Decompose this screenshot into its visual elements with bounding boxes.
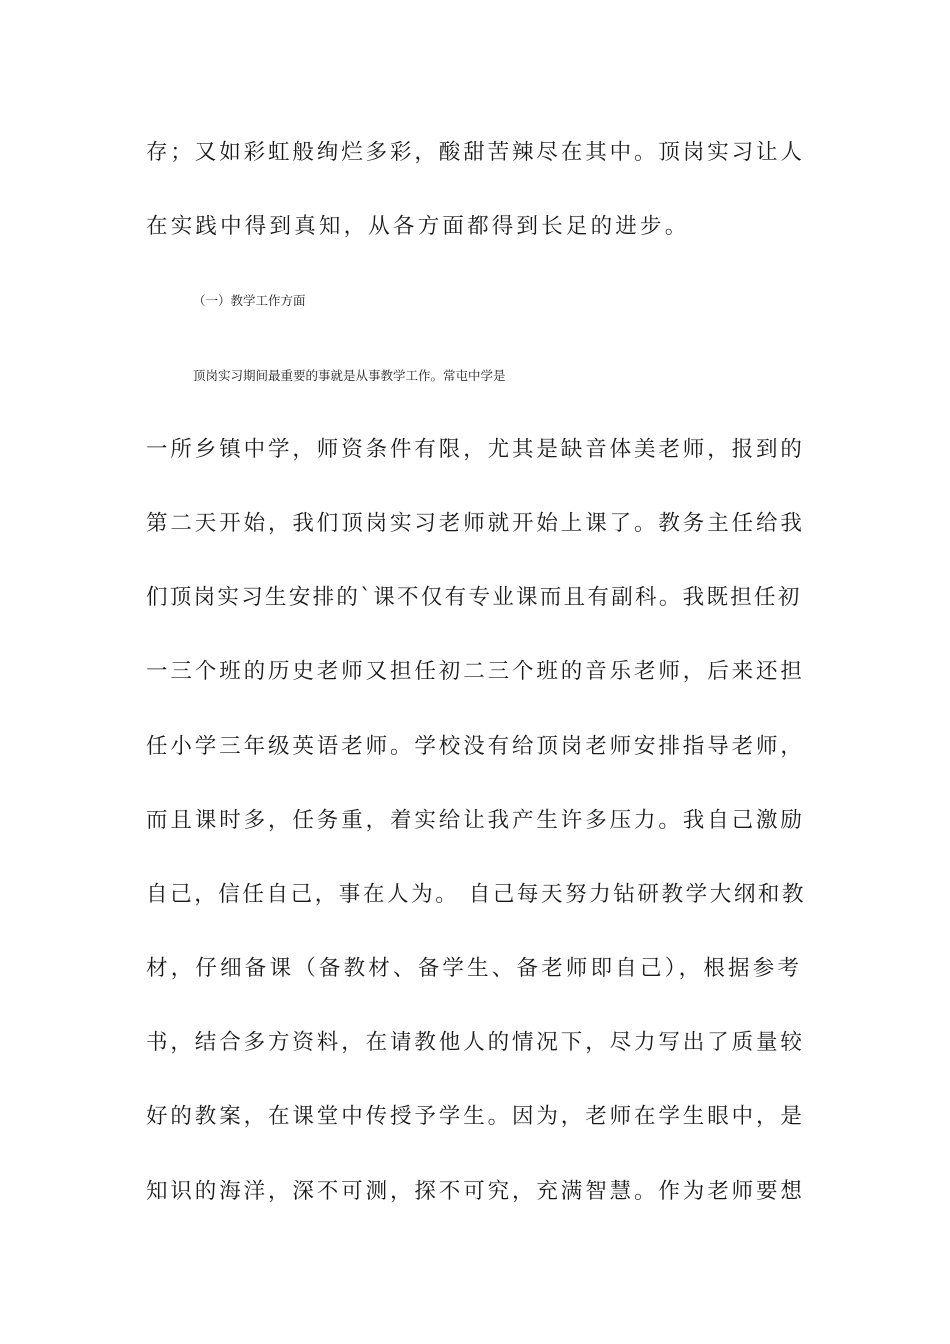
- section-heading: （一）教学工作方面: [193, 293, 306, 308]
- text-line-7: 们顶岗实习生安排的`课不仅有专业课而且有副科。我既担任初: [146, 585, 802, 610]
- text-line-9: 任小学三年级英语老师。学校没有给顶岗老师安排指导老师，: [146, 734, 805, 759]
- text-line-15: 知识的海洋，深不可测，探不可究，充满智慧。作为老师要想: [146, 1179, 805, 1204]
- text-line-10: 而且课时多，任务重，着实给让我产生许多压力。我自己激励: [146, 808, 805, 833]
- text-line-6: 第二天开始，我们顶岗实习老师就开始上课了。教务主任给我: [146, 511, 805, 536]
- text-line-12: 材，仔细备课（备教材、备学生、备老师即自己），根据参考: [146, 956, 803, 981]
- text-line-2: 在实践中得到真知，从各方面都得到长足的进步。: [146, 214, 690, 239]
- text-line-5: 一所乡镇中学，师资条件有限，尤其是缺音体美老师，报到的: [146, 437, 805, 462]
- text-line-11: 自己，信任自己，事在人为。 自己每天努力钻研教学大纲和教: [146, 882, 807, 907]
- text-line-8: 一三个班的历史老师又担任初二三个班的音乐老师，后来还担: [146, 659, 805, 684]
- text-line-1: 存；又如彩虹般绚烂多彩，酸甜苦辣尽在其中。顶岗实习让人: [146, 140, 805, 165]
- text-line-13: 书，结合多方资料，在请教他人的情况下，尽力写出了质量较: [146, 1030, 805, 1055]
- text-line-14: 好的教案，在课堂中传授予学生。因为，老师在学生眼中，是: [146, 1104, 805, 1129]
- text-line-4: 顶岗实习期间最重要的事就是从事教学工作。常屯中学是: [193, 368, 506, 383]
